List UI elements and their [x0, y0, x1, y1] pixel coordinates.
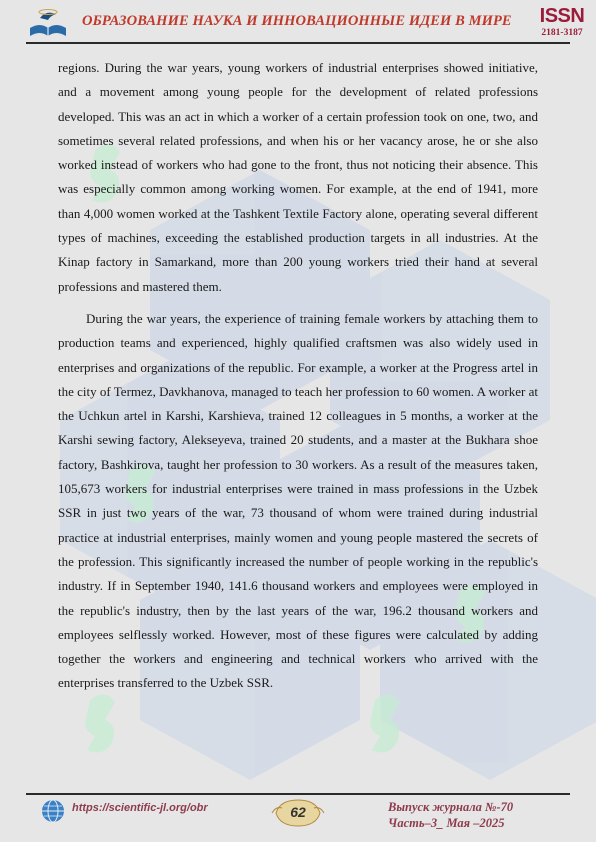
article-body — [58, 56, 538, 696]
footer-divider — [26, 793, 570, 795]
issue-line-1: Выпуск журнала №-70 — [388, 800, 514, 814]
journal-url-link[interactable]: https://scientific-jl.org/obr — [72, 802, 208, 814]
issue-line-2: Часть–3_ Мая –2025 — [388, 816, 505, 830]
header-divider — [26, 42, 570, 44]
issn-logo: ISSN — [539, 5, 585, 27]
book-with-bird-logo-icon — [26, 6, 70, 40]
paragraph-1: regions. During the war years, young workers of industrial enterprises showed initiative, and a movement among young people for the development of related professions developed. This was an act in which a worker of a certain profession took on one, two, and sometimes several related professions, and when his or her vacancy arose, he or she also worked instead of workers who had gone to the front, thus not noticing their absence. This was especially common among working women. For example, at the end of 1941, more than 4,000 women worked at the Tashkent Textile Factory alone, operating several different types of machines, exceeding the established production targets in all industries. At the Kinap factory in Samarkand, more than 200 young workers tried their hand at several professions and mastered them. — [58, 60, 538, 294]
journal-title: ОБРАЗОВАНИЕ НАУКА И ИННОВАЦИОННЫЕ ИДЕИ В МИРЕ — [82, 13, 512, 29]
page-number-badge — [270, 796, 326, 830]
page-header — [0, 0, 596, 46]
issue-info — [388, 799, 513, 831]
globe-icon — [40, 798, 66, 824]
paragraph-2: During the war years, the experience of training female workers by attaching them to production teams and experienced, highly qualified craftsmen was also widely used in enterprises and organizations of the republic. For example, a worker at the Progress artel in the city of Termez, Davkhanova, managed to teach her profession to 60 women. A worker at the Uchkun artel in Karshi, Karshieva, trained 12 colleagues in 5 months, a worker at the Karshi sewing factory, Alekseyeva, trained 20 students, and a master at the Bukhara shoe factory, Bashkirova, taught her profession to 30 workers. As a result of the measures taken, 105,673 workers for industrial enterprises were trained in mass professions in the Uzbek SSR in just two years of the war, 73 thousand of whom were trained during industrial practice at industrial enterprises, mainly women and young people mastered the secrets of the profession. This significantly increased the number of people working in the republic's industry. If in September 1940, 141.6 thousand workers and employees were employed in the republic's industry, then by the last years of the war, 196.2 thousand workers and employees selflessly worked. However, most of these figures were calculated by adding together the workers and engineering and technical workers who arrived with the enterprises transferred to the Uzbek SSR. — [58, 310, 538, 691]
issn-block — [536, 6, 588, 40]
issn-number: 2181-3187 — [541, 28, 583, 38]
page-number: 62 — [290, 804, 306, 820]
